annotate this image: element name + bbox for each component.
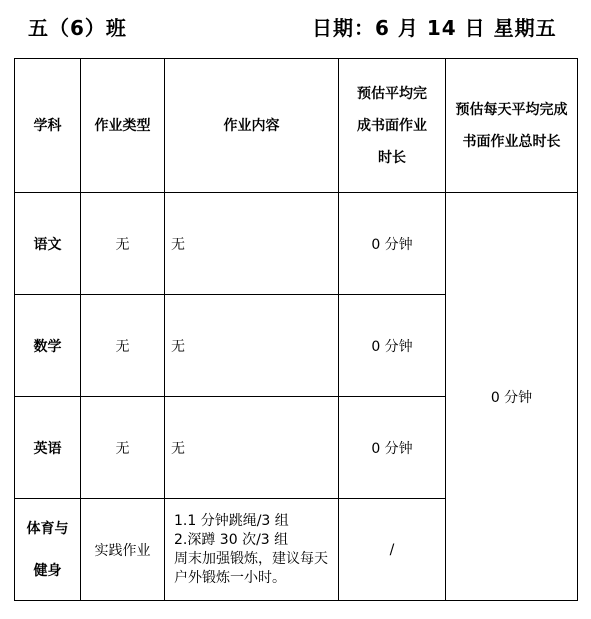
time-cell: 0 分钟 <box>339 295 446 397</box>
content-cell <box>165 499 339 601</box>
homework-table <box>14 58 578 601</box>
date-label: 日期：6 月 14 日 星期五 <box>312 16 557 40</box>
content-line: 2.深蹲 30 次/3 组 <box>174 531 289 548</box>
subject-line1: 体育与 <box>26 520 69 537</box>
header-avg-time <box>339 59 446 193</box>
type-cell: 无 <box>81 397 165 499</box>
content-line: 1.1 分钟跳绳/3 组 <box>174 512 289 529</box>
type-cell: 实践作业 <box>81 499 165 601</box>
content-cell: 无 <box>165 193 339 295</box>
subject-cell: 数学 <box>15 295 81 397</box>
content-line: 户外锻炼一小时。 <box>174 569 286 586</box>
header-total-time-line2: 书面作业总时长 <box>462 133 561 150</box>
time-cell: 0 分钟 <box>339 397 446 499</box>
table-row <box>15 193 578 295</box>
time-cell: / <box>339 499 446 601</box>
content-line: 周末加强锻炼，建议每天 <box>174 550 328 567</box>
time-cell: 0 分钟 <box>339 193 446 295</box>
header-total-time-line1: 预估每天平均完成 <box>455 101 568 118</box>
content-cell: 无 <box>165 397 339 499</box>
subject-cell: 英语 <box>15 397 81 499</box>
header-row <box>15 59 578 193</box>
type-cell: 无 <box>81 295 165 397</box>
header-avg-time-line2: 成书面作业 <box>357 117 427 134</box>
header-content: 作业内容 <box>165 59 339 193</box>
header-total-time <box>446 59 578 193</box>
type-cell: 无 <box>81 193 165 295</box>
header-subject: 学科 <box>15 59 81 193</box>
header-avg-time-line1: 预估平均完 <box>357 85 427 102</box>
subject-cell <box>15 499 81 601</box>
subject-cell: 语文 <box>15 193 81 295</box>
total-time-cell: 0 分钟 <box>446 193 578 601</box>
header-type: 作业类型 <box>81 59 165 193</box>
subject-line2: 健身 <box>33 562 62 579</box>
class-title: 五（6）班 <box>28 16 127 40</box>
content-cell: 无 <box>165 295 339 397</box>
header-avg-time-line3: 时长 <box>378 149 406 166</box>
